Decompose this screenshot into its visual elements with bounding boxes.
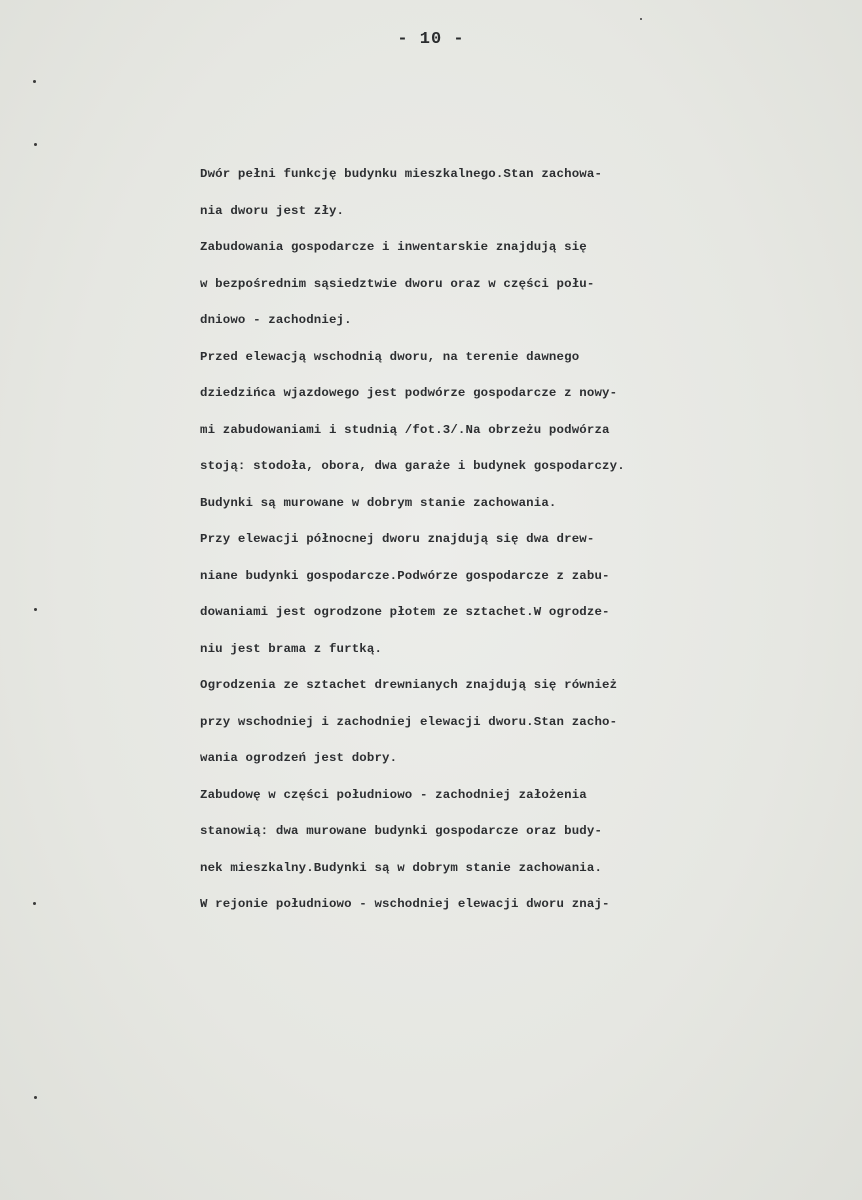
text-line: Budynki są murowane w dobrym stanie zachowania.	[200, 495, 557, 510]
margin-mark	[640, 18, 642, 20]
text-line: Zabudowę w części południowo - zachodniej założenia	[200, 787, 587, 802]
margin-mark	[33, 80, 36, 83]
margin-mark	[33, 902, 36, 905]
text-line: mi zabudowaniami i studnią /fot.3/.Na obrzeżu podwórza	[200, 422, 610, 437]
text-line: dniowo - zachodniej.	[200, 313, 352, 327]
text-line: nia dworu jest zły.	[200, 203, 345, 218]
margin-mark	[34, 143, 37, 146]
text-line: Przed elewacją wschodnią dworu, na terenie dawnego	[200, 349, 580, 364]
text-line: Ogrodzenia ze sztachet drewnianych znajdują się również	[200, 678, 618, 692]
text-line: w bezpośrednim sąsiedztwie dworu oraz w części połu-	[200, 276, 595, 291]
page-number: - 10 -	[397, 30, 465, 49]
text-line: Dwór pełni funkcję budynku mieszkalnego.Stan zachowa-	[200, 167, 603, 181]
text-line: Przy elewacji północnej dworu znajdują się dwa drew-	[200, 532, 595, 546]
text-line: Zabudowania gospodarcze i inwentarskie znajdują się	[200, 240, 587, 254]
text-line: wania ogrodzeń jest dobry.	[200, 751, 398, 765]
body-text	[200, 156, 840, 923]
text-line: nek mieszkalny.Budynki są w dobrym stanie zachowania.	[200, 860, 603, 875]
margin-mark	[34, 1096, 37, 1099]
margin-mark	[34, 608, 37, 611]
text-line: niane budynki gospodarcze.Podwórze gospodarcze z zabu-	[200, 568, 610, 583]
text-line: stanowią: dwa murowane budynki gospodarcze oraz budy-	[200, 824, 603, 838]
text-line: niu jest brama z furtką.	[200, 641, 383, 656]
text-line: stoją: stodoła, obora, dwa garaże i budynek gospodarczy.	[200, 459, 625, 473]
text-line: przy wschodniej i zachodniej elewacji dworu.Stan zacho-	[200, 714, 618, 729]
text-line: dziedzińca wjazdowego jest podwórze gospodarcze z nowy-	[200, 386, 618, 400]
text-line: W rejonie południowo - wschodniej elewacji dworu znaj-	[200, 897, 610, 911]
text-line: dowaniami jest ogrodzone płotem ze sztachet.W ogrodze-	[200, 605, 610, 619]
